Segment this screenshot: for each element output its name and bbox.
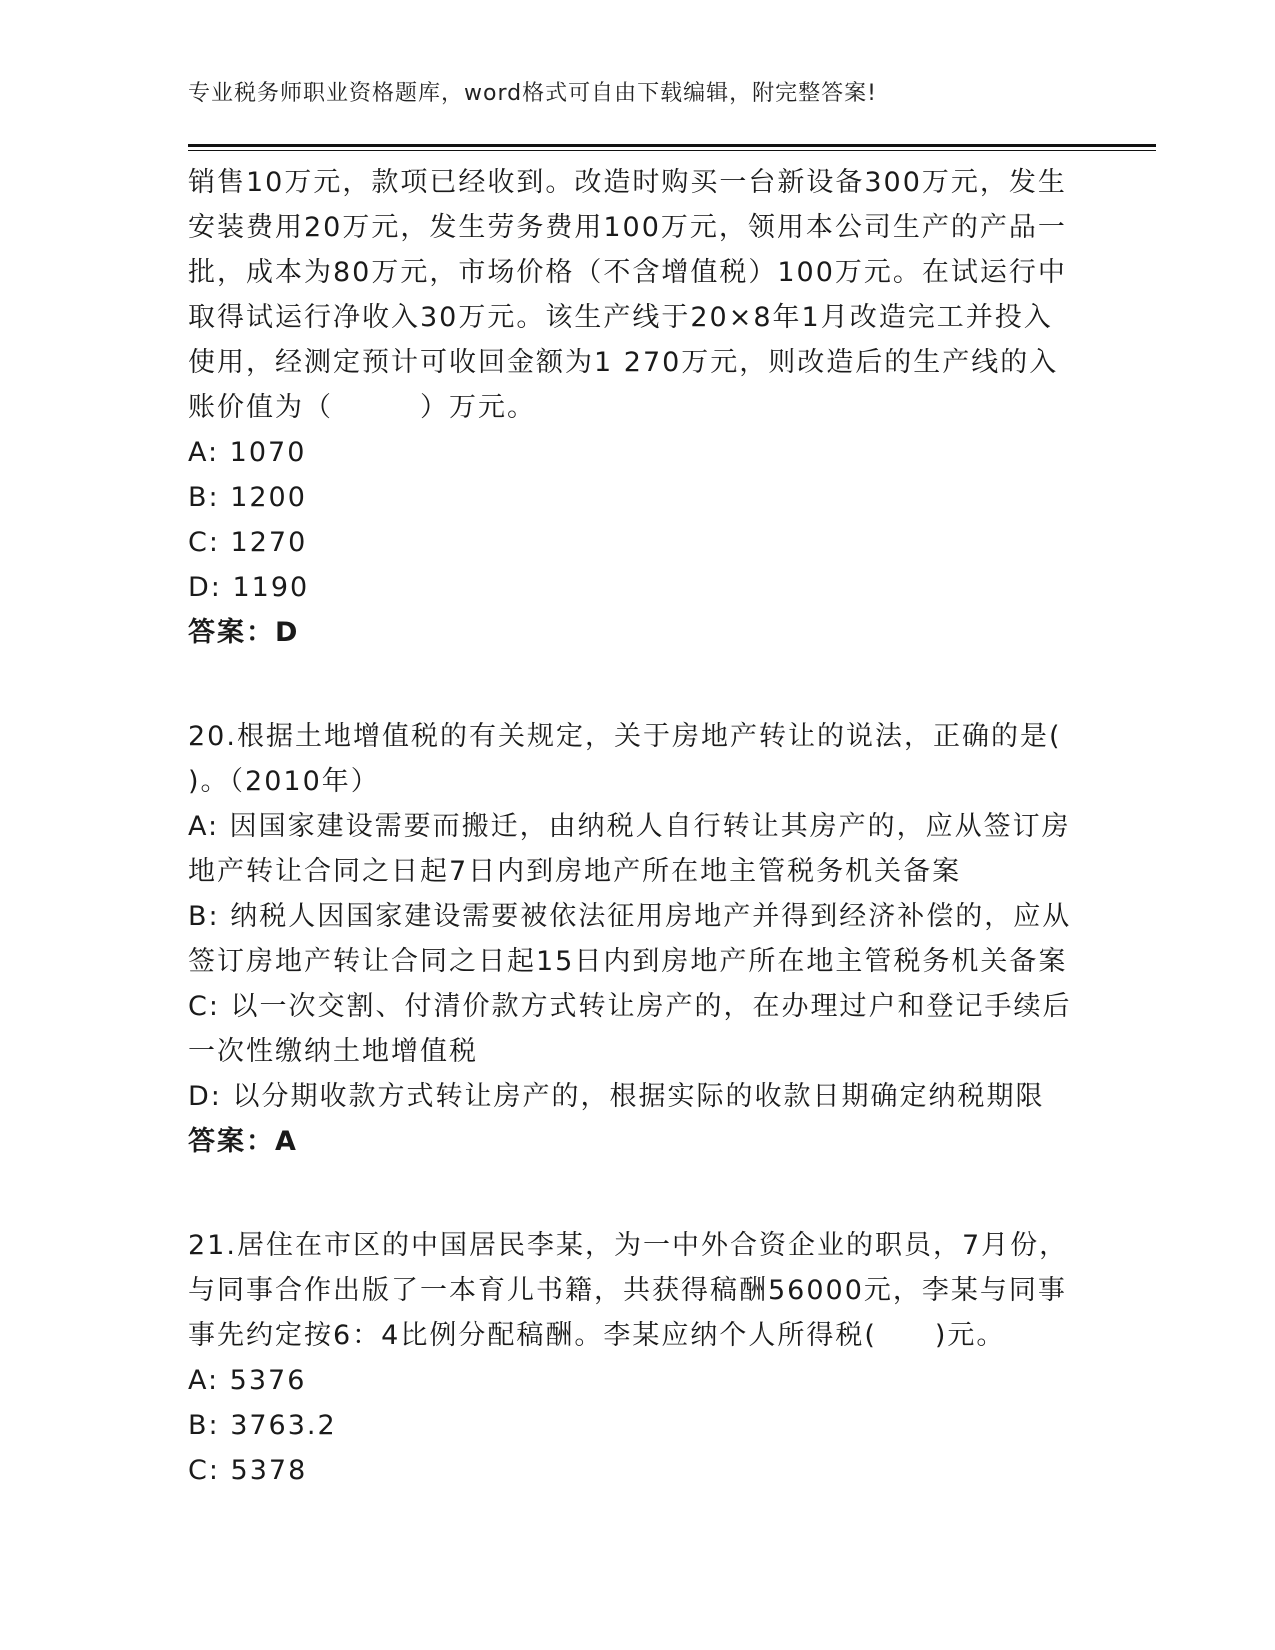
question-content — [188, 160, 1088, 1493]
option-a: A: 1070 — [188, 437, 307, 468]
question-stem-line: 账价值为（ ）万元。 — [188, 392, 536, 423]
answer-label: 答案：D — [188, 617, 300, 648]
question-stem-line: )。（2010年） — [188, 766, 380, 797]
question-stem-line: 21.居住在市区的中国居民李某，为一中外合资企业的职员，7月份， — [188, 1230, 1069, 1261]
answer-label: 答案：A — [188, 1126, 298, 1157]
option-b: B: 纳税人因国家建设需要被依法征用房地产并得到经济补偿的，应从 — [188, 901, 1072, 932]
option-d: D: 以分期收款方式转让房产的，根据实际的收款日期确定纳税期限 — [188, 1081, 1045, 1112]
header-rule-thin — [188, 150, 1156, 151]
question-stem-line: 取得试运行净收入30万元。该生产线于20×8年1月改造完工并投入 — [188, 302, 1053, 333]
option-a: A: 5376 — [188, 1365, 307, 1396]
question-21 — [188, 1223, 1088, 1493]
page-header: 专业税务师职业资格题库，word格式可自由下载编辑，附完整答案! — [188, 81, 877, 106]
option-d: D: 1190 — [188, 572, 310, 603]
question-stem-line: 安装费用20万元，发生劳务费用100万元，领用本公司生产的产品一 — [188, 212, 1067, 243]
question-stem-line: 使用，经测定预计可收回金额为1 270万元，则改造后的生产线的入 — [188, 347, 1059, 378]
question-stem-line: 事先约定按6：4比例分配稿酬。李某应纳个人所得税( )元。 — [188, 1320, 1006, 1351]
question-20 — [188, 714, 1088, 1164]
question-stem-line: 批，成本为80万元，市场价格（不含增值税）100万元。在试运行中 — [188, 257, 1067, 288]
question-19 — [188, 160, 1088, 655]
option-b-continued: 签订房地产转让合同之日起15日内到房地产所在地主管税务机关备案 — [188, 946, 1068, 977]
header-rule-thick — [188, 144, 1156, 147]
option-c: C: 1270 — [188, 527, 308, 558]
question-stem-line: 20.根据土地增值税的有关规定，关于房地产转让的说法，正确的是( — [188, 721, 1062, 752]
question-stem-line: 销售10万元，款项已经收到。改造时购买一台新设备300万元，发生 — [188, 167, 1067, 198]
spacer — [188, 655, 1088, 714]
option-a: A: 因国家建设需要而搬迁，由纳税人自行转让其房产的，应从签订房 — [188, 811, 1071, 842]
option-a-continued: 地产转让合同之日起7日内到房地产所在地主管税务机关备案 — [188, 856, 962, 887]
option-c: C: 5378 — [188, 1455, 308, 1486]
spacer — [188, 1164, 1088, 1223]
question-stem-line: 与同事合作出版了一本育儿书籍，共获得稿酬56000元，李某与同事 — [188, 1275, 1067, 1306]
option-b: B: 3763.2 — [188, 1410, 337, 1441]
option-c: C: 以一次交割、付清价款方式转让房产的，在办理过户和登记手续后 — [188, 991, 1072, 1022]
option-c-continued: 一次性缴纳土地增值税 — [188, 1036, 478, 1067]
option-b: B: 1200 — [188, 482, 307, 513]
